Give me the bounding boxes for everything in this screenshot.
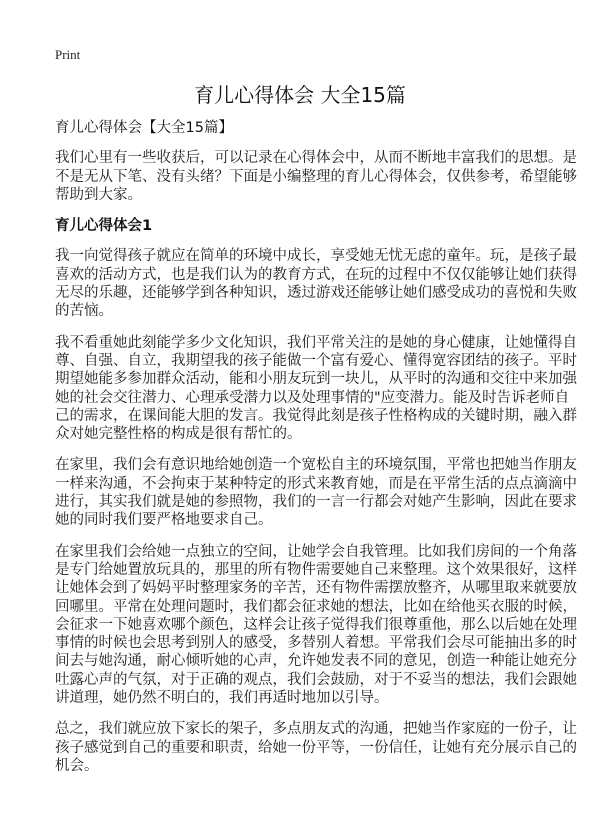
body-paragraph [55,543,577,708]
text-line: 一样来沟通，不会拘束于某种特定的形式来教育她，而是在平常生活的点点滴滴中 [55,475,577,492]
text-line: 她的同时我们要严格地要求自己。 [55,512,273,529]
text-line: 会征求一下她喜欢哪个颜色，这样会让孩子觉得我们很尊重他，那么以后她在处理 [55,616,577,633]
text-line: 讲道理，她仍然不明白的，我们再适时地加以引导。 [55,690,389,707]
section-paragraphs [55,247,577,775]
text-line: 我不看重她此刻能学多少文化知识，我们平常关注的是她的身心健康，让她懂得自 [55,334,577,351]
body-paragraph [55,456,577,529]
text-line: 在家里，我们会有意识地给她创造一个宽松自主的环境氛围，平常也把她当作朋友 [55,457,577,474]
body-paragraph [55,720,577,775]
text-line: 进行，其实我们就是她的参照物，我们的一言一行都会对她产生影响，因此在要求 [55,494,577,511]
document-body [55,119,577,788]
text-line: 己的需求，在课间能大胆的发言。我觉得此刻是孩子性格构成的关键时期，融入群 [55,407,577,424]
text-line: 间去与她沟通，耐心倾听她的心声，允许她发表不同的意见，创造一种能让她充分 [55,653,577,670]
body-paragraph [55,334,577,444]
text-line: 我一向觉得孩子就应在简单的环境中成长，享受她无忧无虑的童年。玩，是孩子最 [55,248,577,265]
intro-paragraph [55,149,577,204]
text-line: 尊、自强、自立，我期望我的孩子能做一个富有爱心、懂得宽容团结的孩子。平时 [55,352,577,369]
text-line: 事情的时候也会思考到别人的感受，多替别人着想。平常我们会尽可能抽出多的时 [55,635,577,652]
body-paragraph [55,247,577,320]
text-line: 是专门给她置放玩具的，那里的所有物件需要她自己来整理。这个效果很好，这样 [55,561,577,578]
text-line: 机会。 [55,757,99,774]
text-line: 喜欢的活动方式，也是我们认为的教育方式，在玩的过程中不仅仅能够让她们获得 [55,266,577,283]
text-line: 众对她完整性格的构成是很有帮忙的。 [55,426,302,443]
text-line: 无尽的乐趣，还能够学到各种知识，透过游戏还能够让她们感受成功的喜悦和失败 [55,285,577,302]
text-line: 的苦恼。 [55,303,113,320]
section-heading: 育儿心得体会1 [55,218,153,235]
text-line: 让她体会到了妈妈平时整理家务的辛苦，还有物件需摆放整齐，从哪里取来就要放 [55,580,577,597]
text-line: 总之，我们就应放下家长的架子，多点朋友式的沟通，把她当作家庭的一份子，让 [55,721,577,738]
text-line: 吐露心声的气氛，对于正确的观点，我们会鼓励，对于不妥当的想法，我们会跟她 [55,671,577,688]
text-line: 帮助到大家。 [55,186,142,203]
document-subtitle: 育儿心得体会【大全15篇】 [55,120,233,136]
text-line: 孩子感觉到自己的重要和职责，给她一份平等，一份信任，让她有充分展示自己的 [55,739,577,756]
text-line: 我们心里有一些收获后，可以记录在心得体会中，从而不断地丰富我们的思想。是 [55,150,577,167]
text-line: 不是无从下笔、没有头绪？下面是小编整理的育儿心得体会，仅供参考，希望能够 [55,168,577,185]
text-line: 她的社会交往潜力、心理承受潜力以及处理事情的"应变潜力。能及时告诉老师自 [55,389,570,406]
text-line: 期望她能多参加群众活动，能和小朋友玩到一块儿，从平时的沟通和交往中来加强 [55,371,577,388]
text-line: 在家里我们会给她一点独立的空间，让她学会自我管理。比如我们房间的一个角落 [55,543,577,560]
document-title: 育儿心得体会 大全15篇 [194,83,406,107]
text-line: 回哪里。平常在处理问题时，我们都会征求她的想法，比如在给他买衣服的时候， [55,598,577,615]
print-link[interactable]: Print [55,47,81,62]
